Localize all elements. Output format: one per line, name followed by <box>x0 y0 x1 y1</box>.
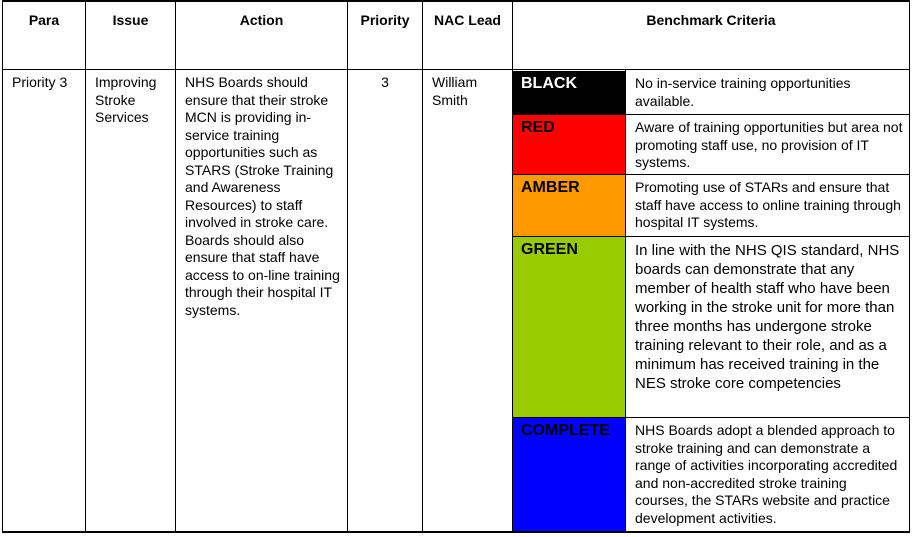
band-black <box>513 71 625 114</box>
cell-para: Priority 3 <box>12 74 68 90</box>
band-black-label: BLACK <box>521 75 577 92</box>
header-para: Para <box>28 12 60 28</box>
criteria-red: Aware of training opportunities but area not promoting staff use, no provision of IT systems. <box>635 119 903 170</box>
band-green <box>513 237 625 417</box>
cell-priority: 3 <box>381 74 389 90</box>
criteria-green: In line with the NHS QIS standard, NHS boards can demonstrate that any member of health staff who have been working in the stroke unit for more than three months has undergone stroke training relevant to their role, and as a minimum has received training in the NES stroke core competencies <box>635 242 900 392</box>
header-nac-lead: NAC Lead <box>434 12 501 28</box>
cell-action: NHS Boards should ensure that their stroke MCN is providing in-service training opportunities such as STARS (Stroke Training and Awareness Resources) to staff involved in stroke care. Boards should also ensure that staff have access to on-line training through their hospital IT systems. <box>185 74 340 318</box>
cell-issue: Improving Stroke Services <box>95 74 157 125</box>
header-benchmark-criteria: Benchmark Criteria <box>646 12 776 28</box>
criteria-black: No in-service training opportunities available. <box>635 75 851 109</box>
band-red-label: RED <box>521 119 555 136</box>
header-issue: Issue <box>112 12 149 28</box>
band-amber <box>513 175 625 236</box>
cell-nac-lead: William Smith <box>432 74 478 108</box>
band-amber-label: AMBER <box>521 179 580 196</box>
criteria-complete: NHS Boards adopt a blended approach to stroke training and can demonstrate a range of activities incorporating accredited and non-accredited stroke training courses, the STARs website and practice development activities. <box>635 422 898 526</box>
band-red <box>513 115 625 174</box>
header-action: Action <box>239 12 284 28</box>
band-complete-label: COMPLETE <box>521 422 610 439</box>
band-complete <box>513 418 625 531</box>
band-green-label: GREEN <box>521 241 578 258</box>
criteria-amber: Promoting use of STARs and ensure that staff have access to online training through hospital IT systems. <box>635 179 901 230</box>
header-priority: Priority <box>360 12 410 28</box>
